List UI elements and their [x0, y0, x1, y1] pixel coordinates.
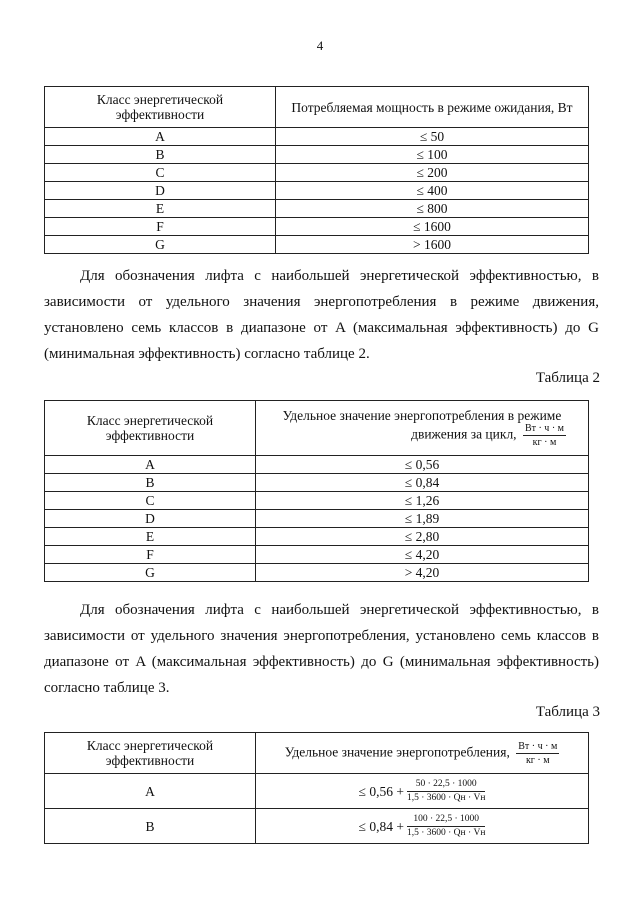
table-row: [45, 182, 589, 200]
unit-denominator: кг · м: [532, 437, 557, 448]
header-class-cell: [45, 733, 256, 774]
class-cell: D: [45, 510, 256, 528]
header-class-cell: [45, 87, 276, 128]
value-cell: ≤ 100: [276, 146, 589, 164]
formula-denominator: 1,5 · 3600 · Qн · Vн: [406, 792, 486, 803]
table-row: [45, 809, 589, 844]
paragraph-line: диапазоне от A (максимальная эффективность) до G (минимальная эффективность): [44, 654, 599, 670]
formula: [359, 779, 486, 804]
header-energy-line2: [256, 423, 588, 448]
formula-numerator: 50 · 22,5 · 1000: [407, 779, 486, 792]
paragraph-line: Для обозначения лифта с наибольшей энергетической эффективностью, в: [80, 602, 599, 618]
formula-cell: [256, 809, 589, 844]
table-row: [45, 492, 589, 510]
energy-formula-table: [44, 732, 589, 844]
class-cell: A: [45, 456, 256, 474]
formula-prefix: ≤ 0,56 +: [358, 783, 404, 799]
table-row: [45, 564, 589, 582]
value-cell: ≤ 800: [276, 200, 589, 218]
paragraph-line: установлено семь классов в диапазоне от A (максимальная эффективность) до G: [44, 320, 599, 336]
formula: [359, 814, 486, 839]
paragraph-table2-intro: [44, 263, 599, 367]
table-header-row: [45, 733, 589, 774]
unit-fraction: [516, 741, 559, 766]
table-row: [45, 456, 589, 474]
table-row: [45, 218, 589, 236]
table-row: [45, 774, 589, 809]
class-cell: B: [45, 146, 276, 164]
value-cell: ≤ 0,56: [256, 456, 589, 474]
value-cell: ≤ 2,80: [256, 528, 589, 546]
class-cell: B: [45, 474, 256, 492]
page-number: 4: [316, 38, 324, 53]
header-energy-label: Удельное значение энергопотребления,: [284, 744, 510, 760]
movement-energy-table: [44, 400, 589, 582]
class-cell: E: [45, 200, 276, 218]
formula-fraction: [407, 814, 486, 839]
class-cell: D: [45, 182, 276, 200]
value-cell: ≤ 0,84: [256, 474, 589, 492]
header-energy-line1: Удельное значение энергопотребления в режиме: [282, 408, 562, 423]
paragraph-line: зависимости от удельного значения энергопотребления в режиме движения,: [44, 294, 599, 310]
value-cell: ≤ 1600: [276, 218, 589, 236]
formula-prefix: ≤ 0,84 +: [358, 818, 404, 834]
header-class-label: Класс энергетической эффективности: [86, 413, 214, 443]
header-energy-cell: [256, 733, 589, 774]
class-cell: C: [45, 492, 256, 510]
table2-caption: Таблица 2: [535, 370, 600, 386]
table-row: [45, 146, 589, 164]
formula-fraction: [407, 779, 486, 804]
class-cell: A: [45, 128, 276, 146]
paragraph-line: согласно таблице 3.: [44, 680, 170, 696]
unit-numerator: Вт · ч · м: [524, 423, 564, 434]
class-cell: B: [45, 809, 256, 844]
value-cell: ≤ 400: [276, 182, 589, 200]
standby-power-table: [44, 86, 589, 254]
value-cell: ≤ 4,20: [256, 546, 589, 564]
header-energy-label: движения за цикл,: [411, 426, 517, 442]
header-class-label: Класс энергетической эффективности: [86, 738, 214, 768]
paragraph-table3-intro: [44, 597, 599, 701]
paragraph-line: зависимости от удельного значения энергопотребления, установлено семь классов в: [44, 628, 599, 644]
unit-denominator: кг · м: [525, 754, 550, 766]
value-cell: > 1600: [276, 236, 589, 254]
unit-fraction: [523, 423, 566, 448]
table-row: [45, 474, 589, 492]
formula-cell: [256, 774, 589, 809]
table-row: [45, 528, 589, 546]
header-class-cell: [45, 401, 256, 456]
header-energy-cell: [256, 401, 589, 456]
table-row: [45, 236, 589, 254]
paragraph-line: (минимальная эффективность) согласно таблице 2.: [44, 346, 370, 362]
table-header-row: [45, 401, 589, 456]
class-cell: C: [45, 164, 276, 182]
table3-caption: Таблица 3: [535, 704, 600, 720]
table-row: [45, 510, 589, 528]
class-cell: E: [45, 528, 256, 546]
paragraph-line: Для обозначения лифта с наибольшей энергетической эффективностью, в: [80, 268, 599, 284]
table-row: [45, 200, 589, 218]
value-cell: ≤ 200: [276, 164, 589, 182]
header-class-label: Класс энергетической эффективности: [96, 92, 224, 122]
formula-numerator: 100 · 22,5 · 1000: [407, 814, 486, 827]
value-cell: > 4,20: [256, 564, 589, 582]
value-cell: ≤ 1,89: [256, 510, 589, 528]
class-cell: F: [45, 218, 276, 236]
table-row: [45, 128, 589, 146]
class-cell: A: [45, 774, 256, 809]
unit-numerator: Вт · ч · м: [518, 740, 558, 752]
table-row: [45, 546, 589, 564]
header-power-cell: Потребляемая мощность в режиме ожидания, Вт: [276, 87, 589, 128]
class-cell: G: [45, 236, 276, 254]
table-row: [45, 164, 589, 182]
class-cell: G: [45, 564, 256, 582]
table-header-row: [45, 87, 589, 128]
value-cell: ≤ 50: [276, 128, 589, 146]
class-cell: F: [45, 546, 256, 564]
formula-denominator: 1,5 · 3600 · Qн · Vн: [406, 827, 486, 838]
value-cell: ≤ 1,26: [256, 492, 589, 510]
